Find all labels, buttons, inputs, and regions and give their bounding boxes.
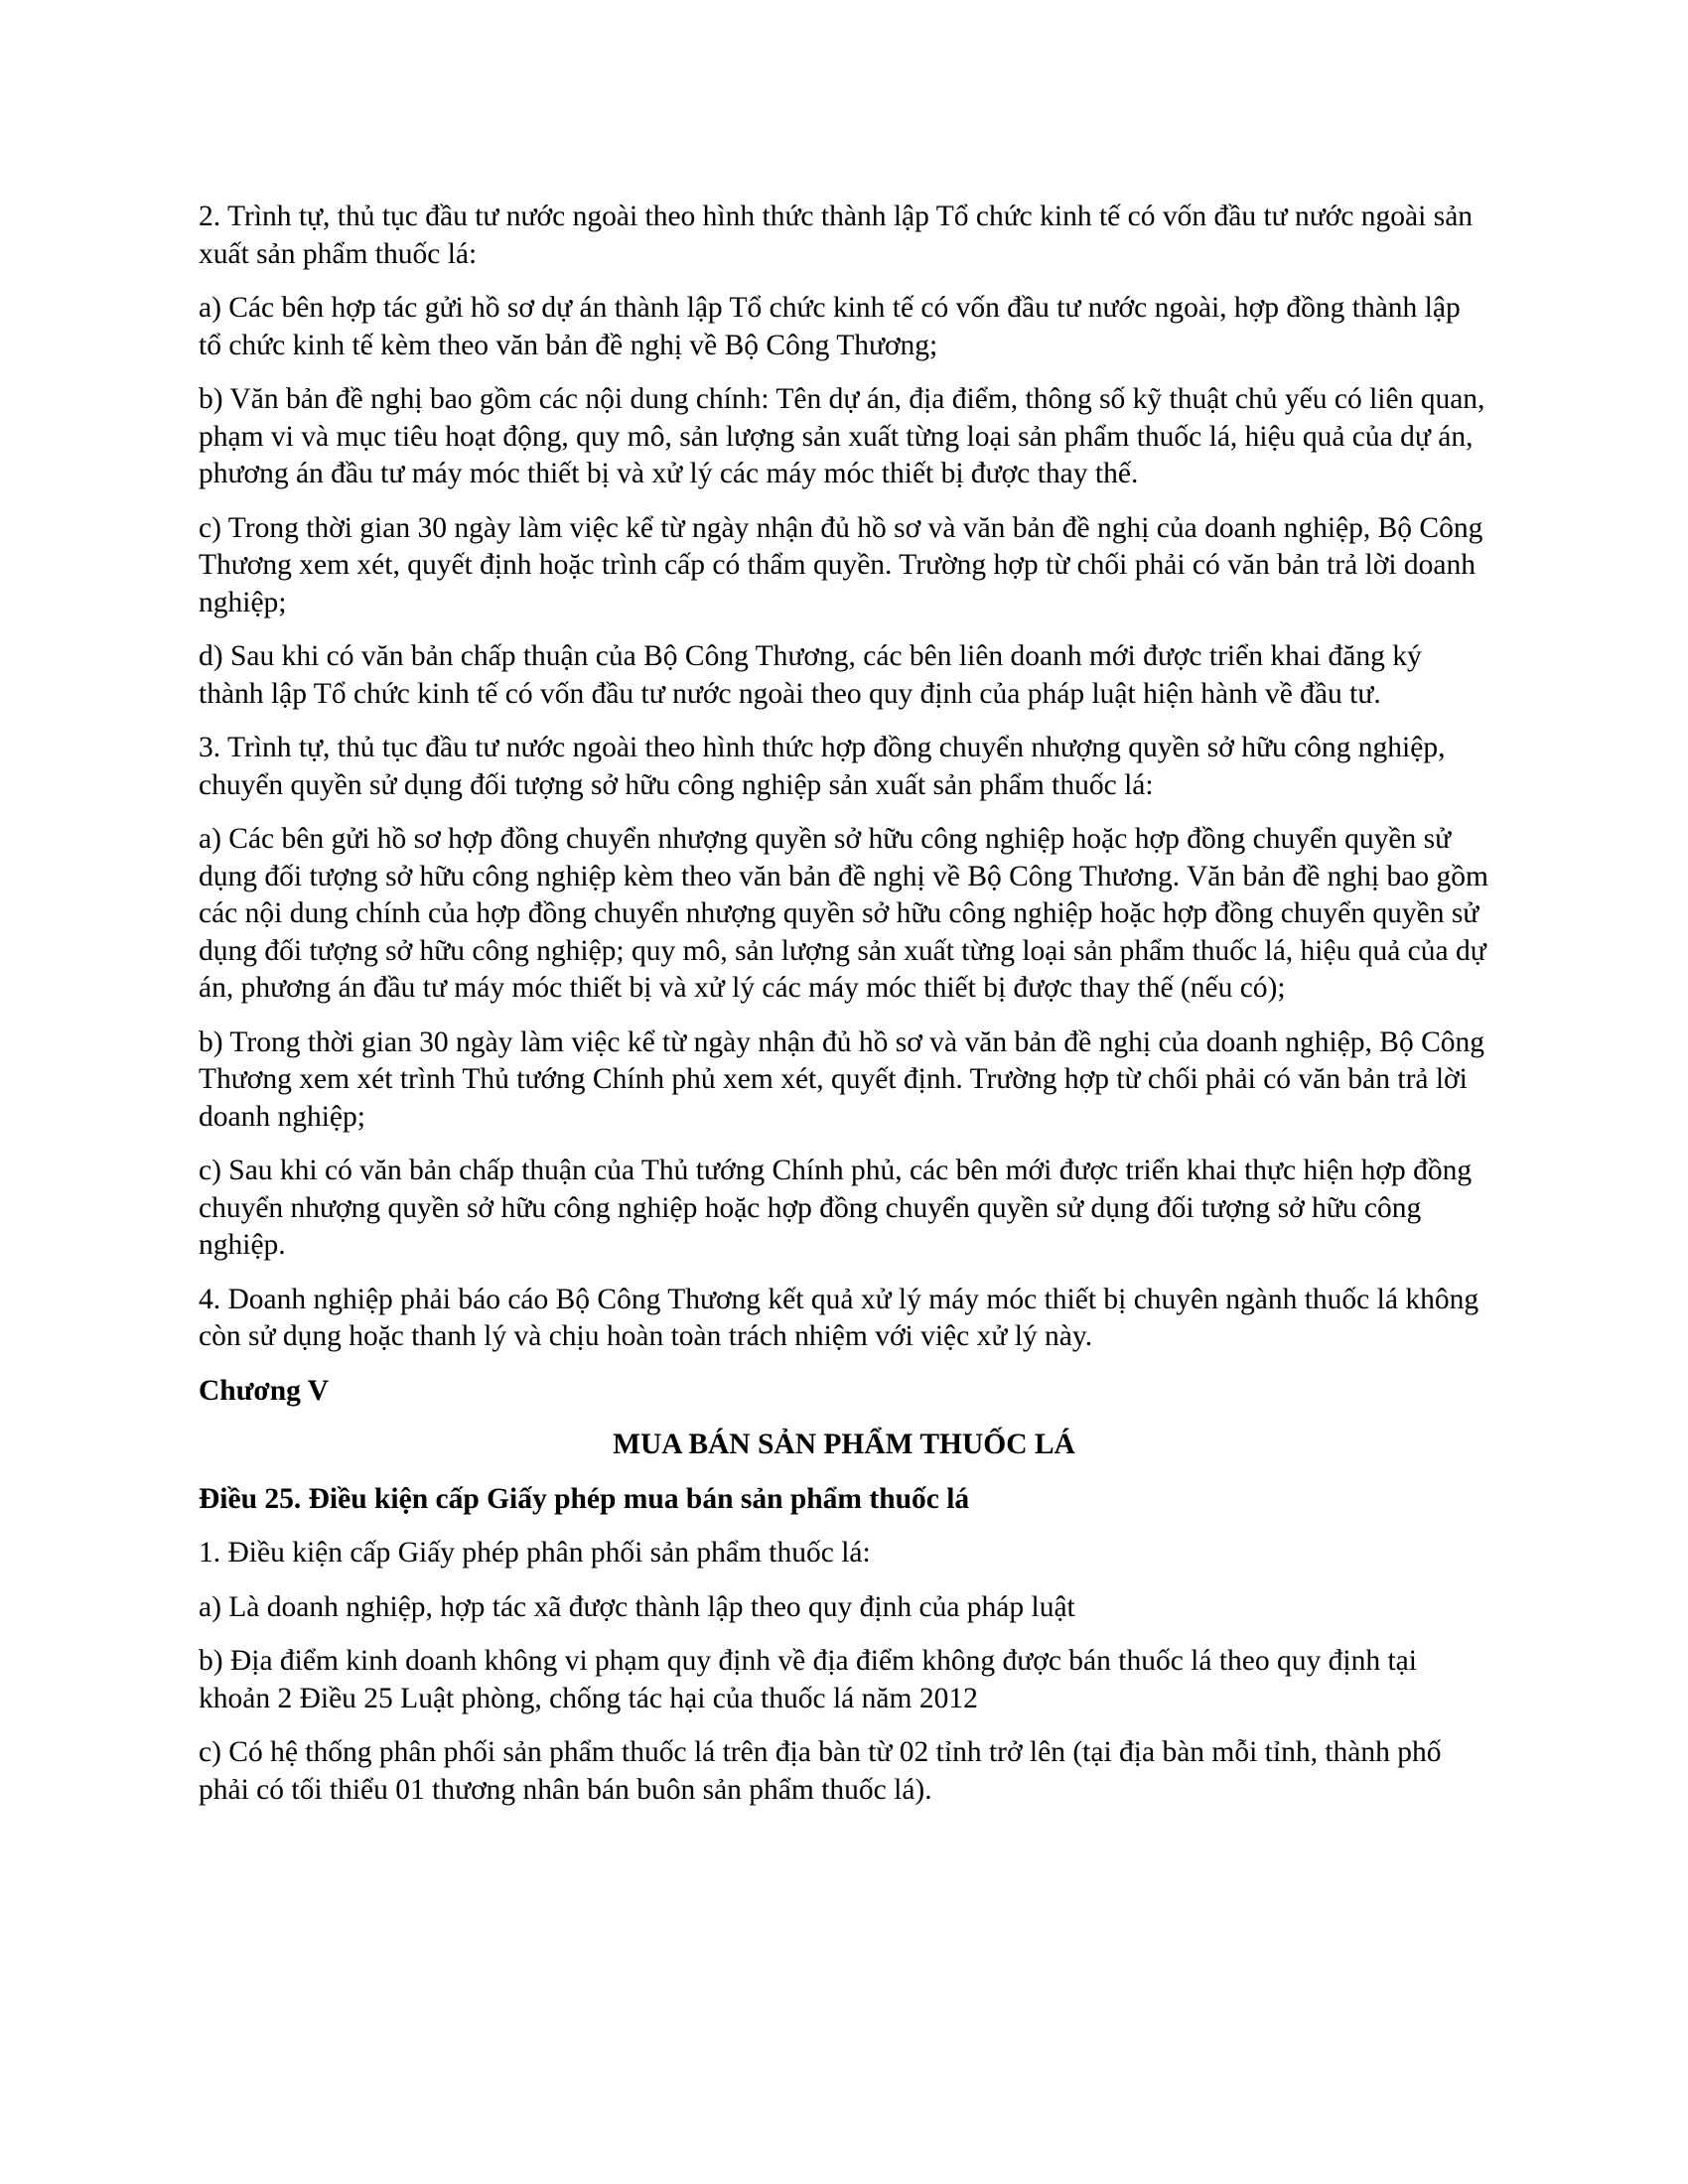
article-title: Điều 25. Điều kiện cấp Giấy phép mua bán sản phẩm thuốc lá	[199, 1482, 970, 1515]
paragraph-2b: b) Văn bản đề nghị bao gồm các nội dung chính: Tên dự án, địa điểm, thông số kỹ thuật chủ yếu có liên quan, phạm vi và mục tiêu hoạt động, quy mô, sản lượng sản xuất từng loại sản phẩm thuốc lá, hiệu quả của dự án, phương án đầu tư máy móc thiết bị và xử lý các máy móc thiết bị được thay thế.	[199, 383, 1485, 489]
paragraph-3: 3. Trình tự, thủ tục đầu tư nước ngoài theo hình thức hợp đồng chuyển nhượng quyền sở hữu công nghiệp, chuyển quyền sử dụng đối tượng sở hữu công nghiệp sản xuất sản phẩm thuốc lá:	[199, 732, 1446, 801]
article-paragraph-1a: a) Là doanh nghiệp, hợp tác xã được thành lập theo quy định của pháp luật	[199, 1590, 1075, 1623]
article-paragraph-1c: c) Có hệ thống phân phối sản phẩm thuốc lá trên địa bàn từ 02 tỉnh trở lên (tại địa bàn mỗi tỉnh, thành phố phải có tối thiểu 01 thương nhân bán buôn sản phẩm thuốc lá).	[199, 1736, 1442, 1806]
paragraph-3a: a) Các bên gửi hồ sơ hợp đồng chuyển nhượng quyền sở hữu công nghiệp hoặc hợp đồng chuyển quyền sử dụng đối tượng sở hữu công nghiệp kèm theo văn bản đề nghị về Bộ Công Thương. Văn bản đề nghị bao gồm các nội dung chính của hợp đồng chuyển nhượng quyền sở hữu công nghiệp hoặc hợp đồng chuyển quyền sử dụng đối tượng sở hữu công nghiệp; quy mô, sản lượng sản xuất từng loại sản phẩm thuốc lá, hiệu quả của dự án, phương án đầu tư máy móc thiết bị và xử lý các máy móc thiết bị được thay thế (nếu có);	[199, 823, 1488, 1004]
article-paragraph-1: 1. Điều kiện cấp Giấy phép phân phối sản phẩm thuốc lá:	[199, 1537, 871, 1569]
article-paragraph-1b: b) Địa điểm kinh doanh không vi phạm quy định về địa điểm không được bán thuốc lá theo quy định tại khoản 2 Điều 25 Luật phòng, chống tác hại của thuốc lá năm 2012	[199, 1645, 1417, 1714]
paragraph-3c: c) Sau khi có văn bản chấp thuận của Thủ tướng Chính phủ, các bên mới được triển khai thực hiện hợp đồng chuyển nhượng quyền sở hữu công nghiệp hoặc hợp đồng chuyển quyền sử dụng đối tượng sở hữu công nghiệp.	[199, 1155, 1473, 1261]
paragraph-3b: b) Trong thời gian 30 ngày làm việc kể từ ngày nhận đủ hồ sơ và văn bản đề nghị của doanh nghiệp, Bộ Công Thương xem xét trình Thủ tướng Chính phủ xem xét, quyết định. Trường hợp từ chối phải có văn bản trả lời doanh nghiệp;	[199, 1025, 1485, 1133]
document-page	[199, 199, 1489, 1826]
paragraph-4: 4. Doanh nghiệp phải báo cáo Bộ Công Thương kết quả xử lý máy móc thiết bị chuyên ngành thuốc lá không còn sử dụng hoặc thanh lý và chịu hoàn toàn trách nhiệm với việc xử lý này.	[199, 1283, 1479, 1352]
paragraph-2a: a) Các bên hợp tác gửi hồ sơ dự án thành lập Tổ chức kinh tế có vốn đầu tư nước ngoài, hợp đồng thành lập tổ chức kinh tế kèm theo văn bản đề nghị về Bộ Công Thương;	[199, 292, 1461, 361]
paragraph-2d: d) Sau khi có văn bản chấp thuận của Bộ Công Thương, các bên liên doanh mới được triển khai đăng ký thành lập Tổ chức kinh tế có vốn đầu tư nước ngoài theo quy định của pháp luật hiện hành về đầu tư.	[199, 640, 1422, 710]
paragraph-2c: c) Trong thời gian 30 ngày làm việc kể từ ngày nhận đủ hồ sơ và văn bản đề nghị của doanh nghiệp, Bộ Công Thương xem xét, quyết định hoặc trình cấp có thẩm quyền. Trường hợp từ chối phải có văn bản trả lời doanh nghiệp;	[199, 511, 1483, 618]
chapter-title: MUA BÁN SẢN PHẨM THUỐC LÁ	[613, 1429, 1075, 1460]
chapter-heading: Chương V	[199, 1374, 330, 1407]
paragraph-2: 2. Trình tự, thủ tục đầu tư nước ngoài theo hình thức thành lập Tổ chức kinh tế có vốn đầu tư nước ngoài sản xuất sản phẩm thuốc lá:	[199, 201, 1474, 270]
